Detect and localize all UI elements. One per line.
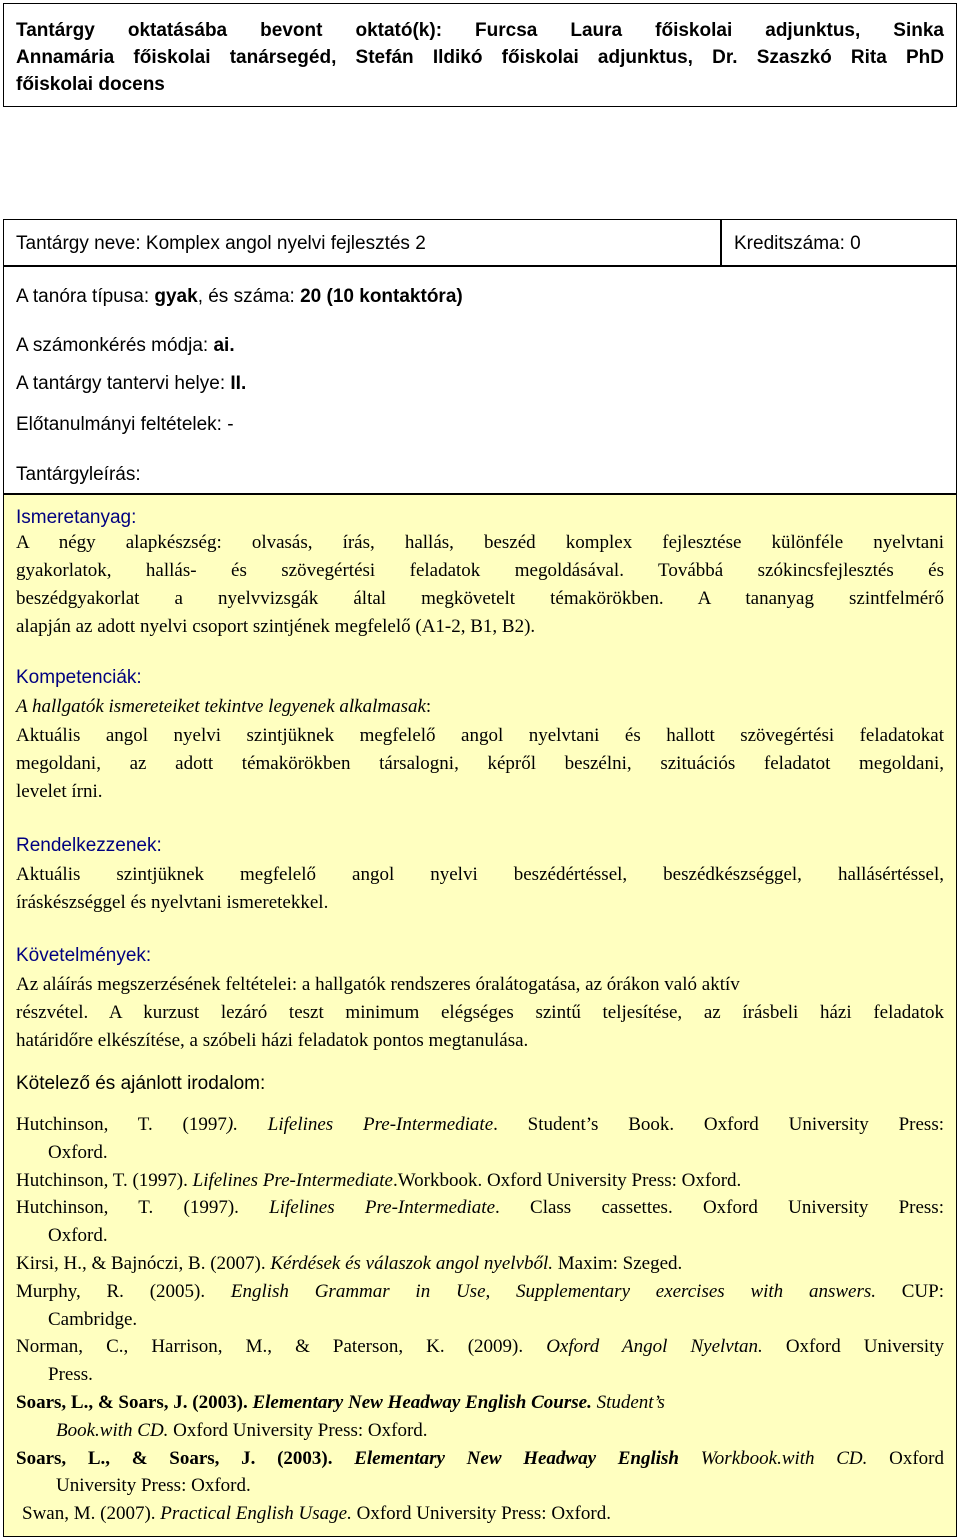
competencies-text: Aktuális angol nyelvi szintjüknek megfelelő angol nyelvtani és hallott szövegértési feladatokat megoldani, az adott témakörökben társalogni, képről beszélni, szituációs feladatot megoldani, levelet írni. bbox=[16, 725, 944, 802]
course-description-box bbox=[3, 494, 957, 1537]
literature-item: Hutchinson, T. (1997). Lifelines Pre-Intermediate. Student’s Book. Oxford University Press: Oxford. bbox=[16, 1114, 945, 1163]
requirements-text: Az aláírás megszerzésének feltételei: a hallgatók rendszeres óralátogatása, az órákon való aktív részvétel. A kurzust lezáró teszt minimum elégséges szintű teljesítése, az írásbeli házi feladatok határidőre elkészítése, a szóbeli házi feladatok pontos megtanulása. bbox=[16, 974, 944, 1051]
teachers-box bbox=[3, 3, 957, 107]
literature-item: Murphy, R. (2005). English Grammar in Use, Supplementary exercises with answers. CUP: Cambridge. bbox=[16, 1280, 944, 1330]
course-info-box bbox=[3, 266, 957, 494]
curriculum-place-value: II. bbox=[230, 373, 247, 394]
competencies-header: Kompetenciák: bbox=[16, 667, 142, 688]
literature-item: Hutchinson, T. (1997). Lifelines Pre-Intermediate. Class cassettes. Oxford University Press: Oxford. bbox=[16, 1197, 944, 1247]
teachers-line-2: Annamária főiskolai tanársegéd, Stefán Ildikó főiskolai adjunktus, Dr. Szaszkó Rita PhD bbox=[16, 47, 944, 68]
class-type-line: A tanóra típusa: gyak, és száma: 20 (10 kontaktóra) bbox=[16, 286, 463, 307]
class-type-value: gyak bbox=[154, 286, 198, 307]
literature-item: Swan, M. (2007). Practical English Usage. Oxford University Press: Oxford. bbox=[22, 1503, 611, 1525]
subject-name: Tantárgy neve: Komplex angol nyelvi fejlesztés 2 bbox=[3, 219, 721, 266]
abilities-text: Aktuális szintjüknek megfelelő angol nyelvi beszédértéssel, beszédkészséggel, hallásértéssel, íráskészséggel és nyelvtani ismeretekkel. bbox=[16, 864, 944, 913]
curriculum-place-line: A tantárgy tantervi helye: II. bbox=[16, 373, 247, 394]
abilities-header: Rendelkezzenek: bbox=[16, 835, 162, 856]
competencies-subheader: A hallgatók ismereteiket tekintve legyenek alkalmasak: bbox=[16, 696, 432, 717]
literature-item: Norman, C., Harrison, M., & Paterson, K. (2009). Oxford Angol Nyelvtan. Oxford University Press. bbox=[16, 1336, 944, 1386]
requirements-header: Követelmények: bbox=[16, 945, 152, 966]
literature-header: Kötelező és ajánlott irodalom: bbox=[16, 1073, 266, 1094]
exam-type-line: A számonkérés módja: ai. bbox=[16, 335, 235, 356]
literature-item: Soars, L., & Soars, J. (2003). Elementary New Headway English Course. Student’s Book.with CD. Oxford University Press: Oxford. bbox=[16, 1391, 665, 1441]
teachers-line-3: főiskolai docens bbox=[16, 74, 165, 95]
literature-item: Kirsi, H., & Bajnóczi, B. (2007). Kérdések és válaszok angol nyelvből. Maxim: Szeged. bbox=[16, 1252, 683, 1274]
exam-type-value: ai. bbox=[213, 335, 235, 356]
literature-item: Hutchinson, T. (1997). Lifelines Pre-Intermediate.Workbook. Oxford University Press: Oxford. bbox=[16, 1169, 742, 1191]
prerequisites-line: Előtanulmányi feltételek: - bbox=[16, 414, 234, 435]
credit-count: Kreditszáma: 0 bbox=[721, 219, 957, 266]
knowledge-text: A négy alapkészség: olvasás, írás, hallás, beszéd komplex fejlesztése különféle nyelvtani gyakorlatok, hallás- és szövegértési feladatok megoldásával. Továbbá szókincsfejlesztés és beszédgyakorlat a nyelvvizsgák által megkövetelt témakörökben. A tananyag szintfelmérő alapján az adott nyelvi csoport szintjének megfelelő (A1-2, B1, B2). bbox=[16, 532, 944, 637]
knowledge-header: Ismeretanyag: bbox=[16, 507, 137, 528]
class-count-value: 20 (10 kontaktóra) bbox=[300, 286, 463, 307]
literature-list bbox=[16, 1111, 944, 1528]
description-label: Tantárgyleírás: bbox=[16, 464, 141, 485]
literature-item: Soars, L., & Soars, J. (2003). Elementary New Headway English Workbook.with CD. Oxford University Press: Oxford. bbox=[16, 1447, 944, 1497]
teachers-line-1: Tantárgy oktatásába bevont oktató(k): Furcsa Laura főiskolai adjunktus, Sinka bbox=[16, 20, 944, 41]
